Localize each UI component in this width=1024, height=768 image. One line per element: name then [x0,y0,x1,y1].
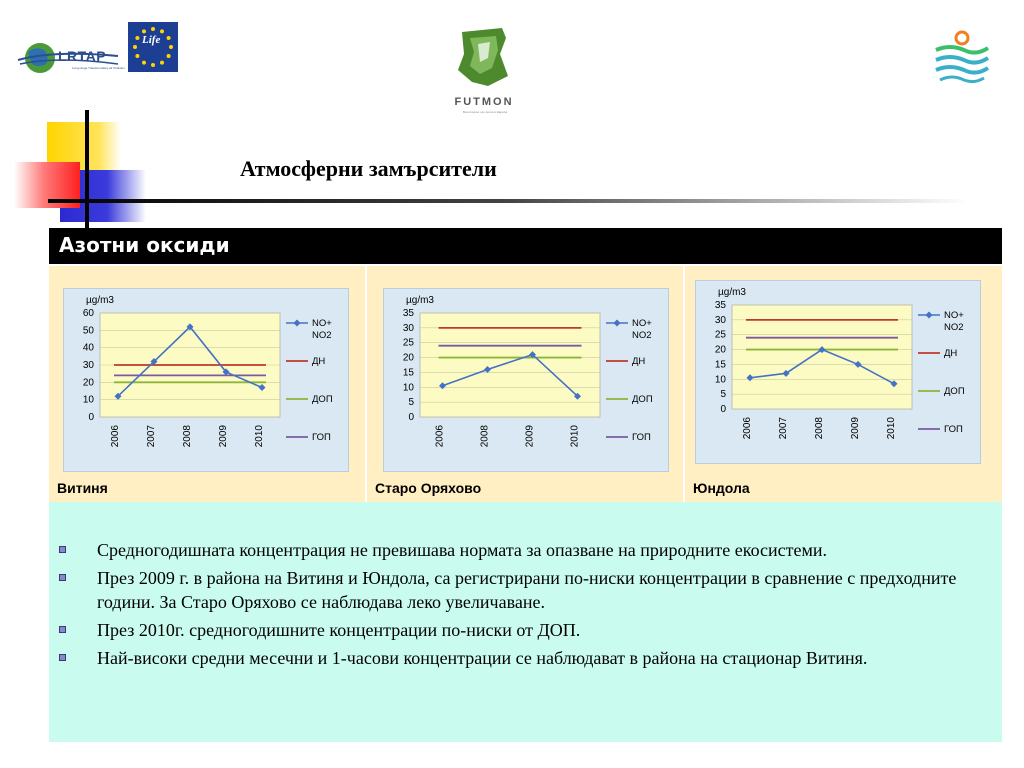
y-tick-label: 15 [714,359,726,371]
y-tick-label: 30 [714,314,726,326]
legend-label-gop: ГОП [312,432,331,443]
x-tick-label: 2009 [850,417,861,440]
x-tick-label: 2008 [479,425,491,448]
y-tick-label: 60 [82,308,94,319]
x-tick-label: 2007 [778,417,789,440]
y-tick-label: 10 [82,394,94,406]
note-text: Най-високи средни месечни и 1-часови концентрации се наблюдават в района на стационар Витиня. [97,648,868,668]
square-bullet-icon [59,546,66,553]
notes-panel [49,502,1002,742]
y-tick-label: 35 [402,308,414,319]
eu-star-icon [151,63,155,67]
x-tick-label: 2009 [524,425,536,448]
europe-map-icon [440,24,530,94]
legend-label-gop: ГОП [944,424,963,435]
legend-label-no2: NO2 [944,322,964,333]
eu-star-icon [135,54,139,58]
list-item [49,646,1002,670]
x-tick-label: 2006 [434,425,446,448]
legend-label-dn: ДН [944,348,958,359]
sun-waves-icon [930,30,994,86]
legend-label-no2: NO2 [632,330,652,341]
chart-cell-yundola [685,266,1002,502]
eu-star-icon [160,61,164,65]
futmon-wordmark: FUTMON [454,96,514,108]
eu-star-icon [135,36,139,40]
note-text: Средногодишната концентрация не превишава нормата за опазване на природните екосистеми. [97,540,828,560]
y-tick-label: 10 [714,374,726,386]
chart-cell-vitinya [49,266,367,502]
station-label: Юндола [693,480,750,496]
list-item [49,538,1002,562]
legend-marker-no2 [614,320,621,327]
y-axis-unit: µg/m3 [718,287,746,298]
section-header [49,228,1002,264]
y-tick-label: 5 [720,389,726,401]
square-bullet-icon [59,574,66,581]
eu-star-icon [167,36,171,40]
y-tick-label: 25 [402,337,414,349]
decor-vertical-line [85,110,89,228]
square-bullet-icon [59,626,66,633]
legend-label-no2: NO2 [312,330,332,341]
legend-label-no2: NO+ [944,310,964,321]
note-text: През 2010г. средногодишните концентрации по-ниски от ДОП. [97,620,581,640]
legend-label-dn: ДН [312,356,326,367]
legend-label-no2: NO+ [632,318,652,329]
chart-panel [695,280,981,464]
chart-panel [383,288,669,472]
legend-label-dop: ДОП [944,386,965,397]
square-bullet-icon [59,654,66,661]
y-tick-label: 10 [402,382,414,394]
y-tick-label: 0 [88,412,94,423]
note-text: През 2009 г. в района на Витиня и Юндола, са регистрирани по-ниски концентрации в сравнение с предходните години. За Старо Оряхово се наблюдава леко увеличаване. [97,568,957,612]
x-tick-label: 2010 [254,425,265,448]
section-header-label: Азотни оксиди [59,233,230,257]
notes-list [49,538,1002,674]
list-item [49,618,1002,642]
title-underline [48,199,968,203]
y-tick-label: 20 [82,377,94,389]
y-tick-label: 0 [408,412,414,423]
y-tick-label: 20 [714,344,726,356]
x-tick-label: 2010 [886,417,897,440]
legend-label-gop: ГОП [632,432,651,443]
line-chart-vitinya [64,289,348,471]
line-chart-yundola [696,281,980,463]
x-tick-label: 2006 [742,417,753,440]
lrtap-subtitle: Long-range Transboundary Air Pollution [72,66,125,70]
eu-star-icon [151,27,155,31]
station-label: Старо Оряхово [375,480,482,496]
y-tick-label: 30 [82,360,94,371]
y-axis-unit: µg/m3 [86,295,114,306]
y-tick-label: 30 [402,322,414,334]
legend-label-dn: ДН [632,356,646,367]
eu-star-icon [133,45,137,49]
y-tick-label: 20 [402,352,414,364]
eu-life-logo [128,22,178,72]
chart-panel [63,288,349,472]
y-tick-label: 35 [714,300,726,311]
x-tick-label: 2006 [110,425,121,448]
list-item [49,566,1002,614]
legend-label-no2: NO+ [312,318,332,329]
legend-marker-no2 [926,312,933,319]
y-axis-unit: µg/m3 [406,295,434,306]
eu-star-icon [160,29,164,33]
eu-star-icon [167,54,171,58]
lrtap-logo [14,34,124,76]
x-tick-label: 2009 [218,425,229,448]
legend-marker-no2 [294,320,301,327]
legend-label-dop: ДОП [632,394,653,405]
y-tick-label: 25 [714,329,726,341]
life-wordmark: Life [142,34,161,46]
chart-cell-staro-oryahovo [367,266,685,502]
y-tick-label: 0 [720,404,726,415]
lrtap-wordmark: LRTAP [58,48,107,64]
futmon-logo [440,24,530,114]
y-tick-label: 15 [402,367,414,379]
x-tick-label: 2010 [569,425,581,448]
ministry-logo [930,30,994,86]
page-title: Атмосферни замърсители [240,156,497,181]
y-tick-label: 50 [82,325,94,337]
x-tick-label: 2007 [146,425,157,448]
line-chart-staro-oryahovo [384,289,668,471]
x-tick-label: 2008 [182,425,193,448]
eu-stars-icon [128,22,178,72]
eu-star-icon [142,61,146,65]
futmon-subtitle: Мониторинг на горите в Европа [462,110,508,114]
station-label: Витиня [57,480,108,496]
eu-star-icon [169,45,173,49]
legend-label-dop: ДОП [312,394,333,405]
eu-star-icon [142,29,146,33]
y-tick-label: 5 [408,397,414,409]
x-tick-label: 2008 [814,417,825,440]
y-tick-label: 40 [82,342,94,354]
